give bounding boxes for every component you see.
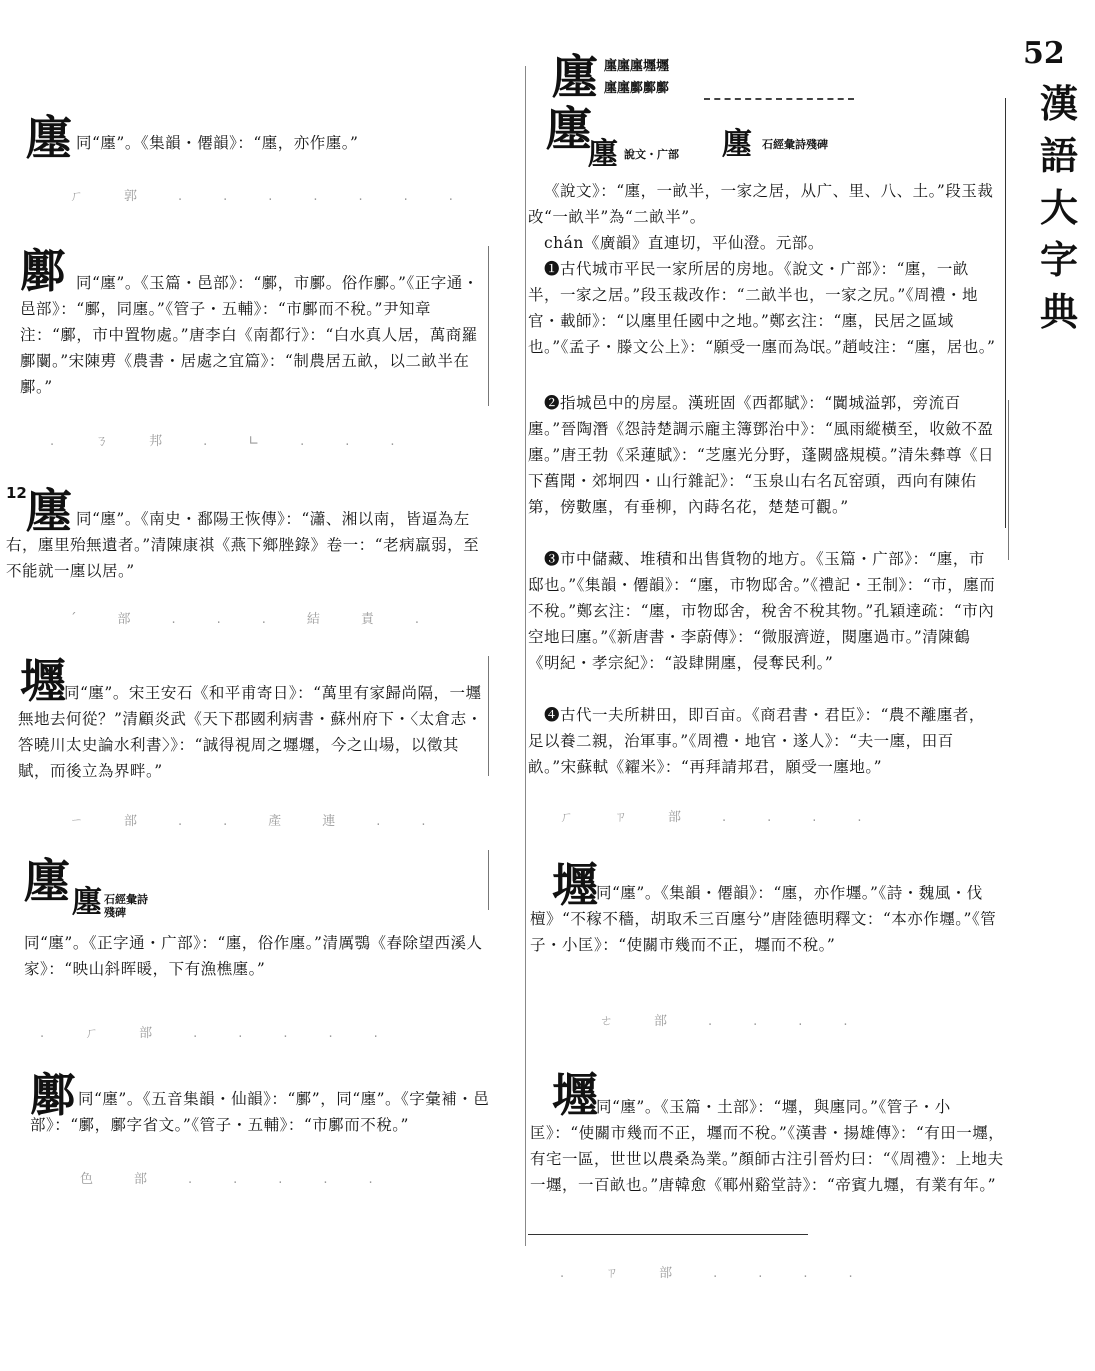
entry-head: 廛 [552,50,598,104]
variant-forms: 廛廛廛壥壥 [604,59,670,74]
entry-subhead: 廛 [588,137,618,172]
entry-intro: 《說文》：“廛，一畝半，一家之居，从广、里、八、土。”段玉裁改“一畝半”為“二畝半”。 [528,182,994,226]
entry-sense-4: ❹古代一夫所耕田，即百亩。《商君書・君臣》：“農不離廛者，足以養二親，治軍事。”《周禮・地官・遂人》：“夫一廛，田百畝。”宋蘇軾《糴米》：“再拜請邦君，願受一廛地。” [528,706,985,776]
column-divider [525,66,526,1246]
side-title: 漢語大字典 [1039,81,1078,334]
scan-noise: ㄧ 部 . . 產 連 . . [70,814,440,829]
scan-noise: . ㄏ 部 . . . . . [40,1026,392,1041]
entry-text: 同“廛”。《五音集韻・仙韻》：“鄽”，同“廛”。《字彙補・邑部》：“鄽，鄽字省文。”《管子・五輔》：“市鄽而不稅。” [30,1090,490,1134]
scan-noise: . ㄗ 部 . . . . [560,1266,867,1281]
side-divider [1005,98,1006,528]
entry-head: 壥 [552,858,598,912]
scan-noise: ㄜ 部 . . . . [600,1014,862,1029]
entry-head: 廛 [546,102,592,156]
scan-noise: ㄏ ㄗ 部 . . . . [560,810,876,825]
entry-text: 同“廛”。《南史・鄱陽王恢傳》：“瀟、湘以南，皆逼為左右，廛里殆無遺者。”清陳康祺《燕下鄉脞錄》卷一：“老病羸弱，至不能就一廛以居。” [6,510,480,580]
entry-text: 同“廛”。《玉篇・土部》：“壥，與廛同。”《管子・小匡》：“使關市幾而不正，壥而不稅。”《漢書・揚雄傳》：“有田一壥，有宅一區，世世以農桑為業。”顏師古注引晉灼曰：“《周禮》：上地夫一壥，一百畝也。”唐韓愈《鄆州谿堂詩》：“帝賓九壥，有業有年。” [530,1098,1005,1194]
entry-head: 壥 [20,654,66,708]
entry-text: 同“廛”。宋王安石《和平甫寄日》：“萬里有家歸尚隔，一壥無地去何從？”清顧炎武《天下郡國利病書・蘇州府下・〈太倉志・答曉川太史論水利書〉》：“誠得視周之壥壥，今之山場，以徵其賦，而後立為界畔。” [18,684,483,780]
scan-noise: . ㄋ 邦 . ∟ . . . [50,434,409,449]
header-dash-line [704,98,854,100]
entry-subhead: 廛 [72,885,102,920]
entry-source-label: 石經彙詩殘碑 [762,138,828,151]
entry-head: 廛 [26,484,72,538]
entry-text: 同“廛”。《正字通・广部》：“廛，俗作廛。”清厲鶚《春除望西溪人家》：“映山斜晖暖，下有漁樵廛。” [24,934,483,978]
entry-bracket [488,850,489,910]
scan-noise: ㄏ 郭 . . . . . . . [70,189,467,204]
entry-head: 廛 [26,111,72,165]
entry-pronunciation: chán《廣韻》直連切，平仙澄。元部。 [544,234,824,252]
entry-sense-2: ❷指城邑中的房屋。漢班固《西都賦》：“闐城溢郭，旁流百廛。”晉陶潛《怨詩楚調示龐主簿鄧治中》：“風雨縱橫至，收斂不盈廛。”唐王勃《采蓮賦》：“芝廛光分野，蓬闕盛規模。”清朱彝尊《日下舊聞・郊坰四・山行雜記》：“玉泉山右名瓦窑頭，西向有陳佑第，傍數廛，有垂柳，內蒔名花，楚楚可觀。” [528,394,995,516]
entry-head: 鄽 [30,1068,76,1122]
entry-sense-1: ❶古代城市平民一家所居的房地。《說文・广部》：“廛，一畝半，一家之居。”段玉裁改作：“二畝半也，一家之尻。”《周禮・地官・載師》：“以廛里任國中之地。”鄭玄注：“廛，民居之區域也。”《孟子・滕文公上》：“願受一廛而為氓。”趙岐注：“廛，居也。” [528,260,996,356]
entry-text: 同“廛”。《集韻・僊韻》：“廛，亦作廛。” [76,134,359,152]
entry-text: 同“廛”。《集韻・僊韻》：“廛，亦作壥。”《詩・魏風・伐檀》“不稼不穡，胡取禾三百廛兮”唐陸德明釋文：“本亦作壥。”《管子・小匡》：“使關市幾而不正，壥而不稅。” [530,884,997,954]
entry-head: 廛 [24,854,70,908]
scan-noise: ˊ 部 . . . 結 責 . [70,612,434,627]
entry-head: 壥 [552,1068,598,1122]
entry-source-label: 石經彙詩殘碑 [104,893,148,919]
entry-bracket [488,656,489,776]
page-number: 52 [1023,36,1065,71]
entry-sense-3: ❸市中儲藏、堆積和出售貨物的地方。《玉篇・广部》：“廛，市邸也。”《集韻・僊韻》：“廛，市物邸舍。”《禮記・王制》：“市，廛而不稅。”鄭玄注：“廛，市物邸舍，稅舍不稅其物。”孔穎達疏：“市內空地曰廛。”《新唐書・李蔚傳》：“微服濟遊，閱廛過市。”清陳鶴《明紀・孝宗紀》：“設肆開廛，侵奪民利。” [528,550,996,672]
variant-forms: 廛廛鄽鄽鄽 [604,81,670,96]
scan-noise: 色 部 . . . . . [80,1172,387,1187]
entry-text: 同“廛”。《玉篇・邑部》：“鄽，市鄽。俗作鄽。”《正字通・邑部》：“鄽，同廛。”《管子・五輔》：“市鄽而不稅。”尹知章注：“鄽，市中置物處。”唐李白《南都行》：“白水真人居，萬商羅鄽闤。”宋陳旉《農書・居處之宜篇》：“制農居五畝，以二畝半在鄽。” [20,274,479,396]
entry-subhead: 廛 [722,127,752,162]
section-underline [528,1234,808,1235]
entry-bracket [488,246,489,406]
stroke-count: 12 [6,484,27,502]
entry-head: 鄽 [20,244,66,298]
entry-bracket [1008,400,1009,560]
entry-source-label: 說文・广部 [624,148,679,161]
